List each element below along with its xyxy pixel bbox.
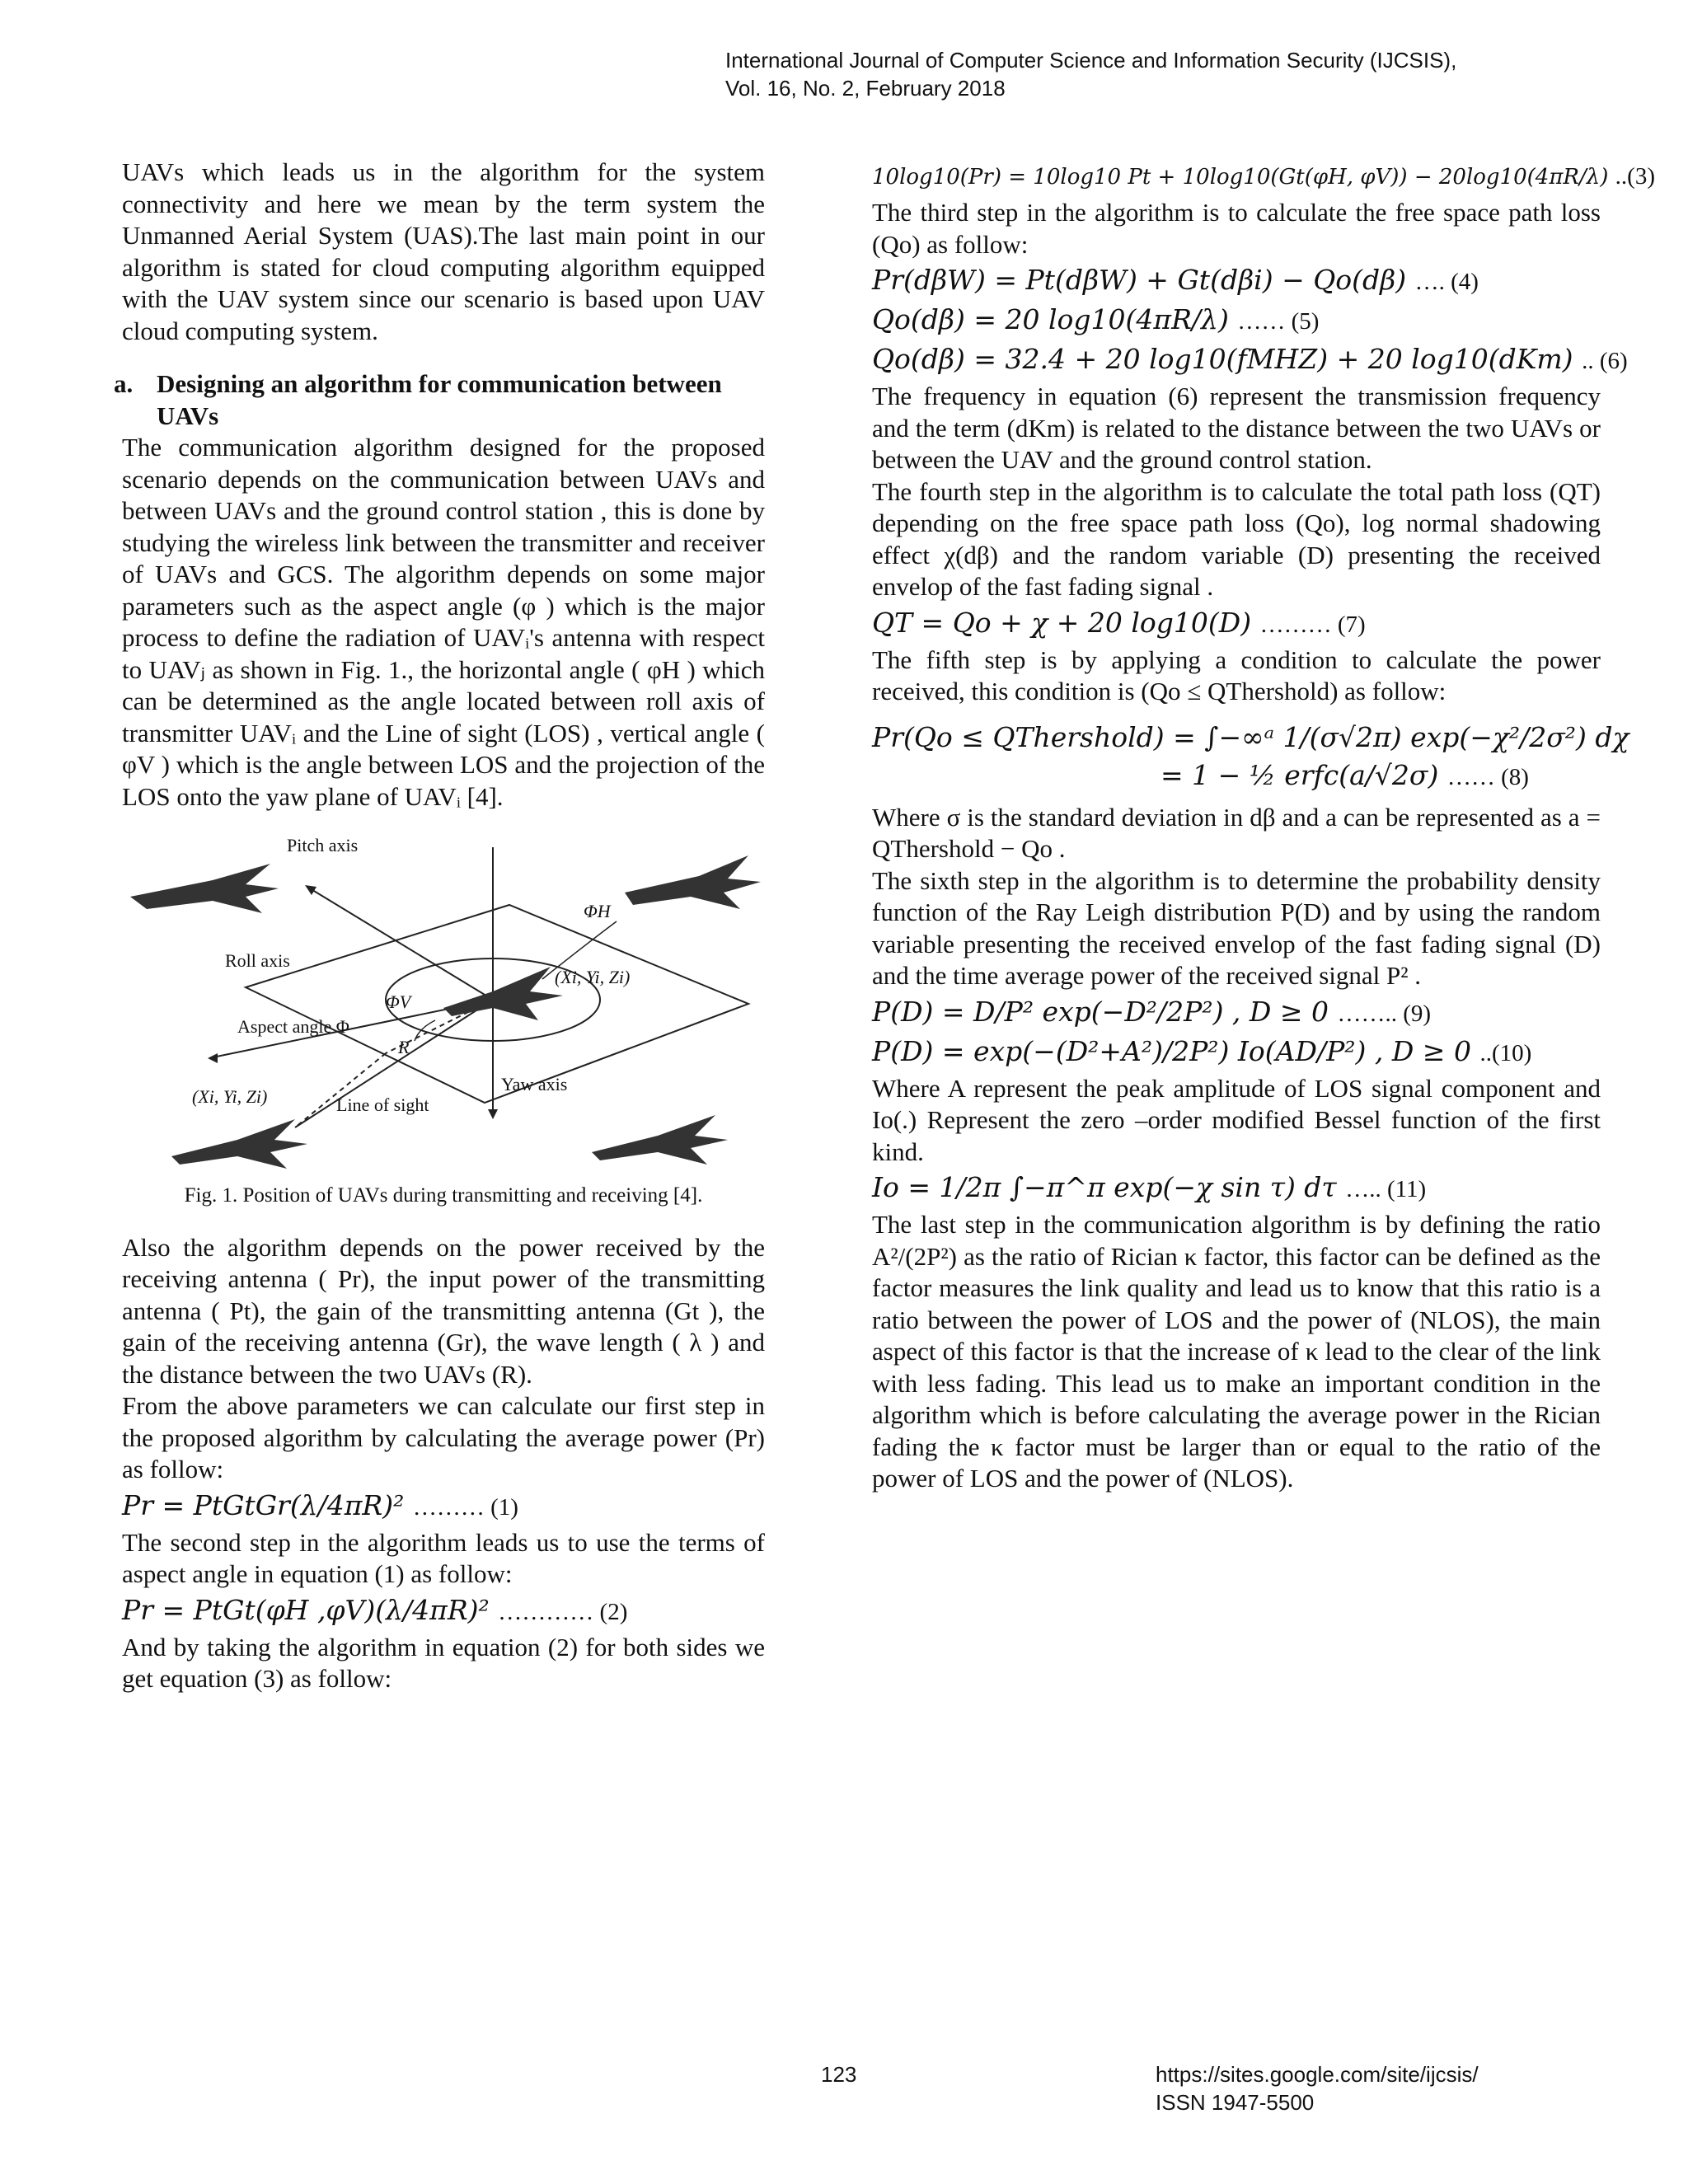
section-heading	[114, 368, 765, 432]
equation-7-body: QT = Qo + χ + 20 log10(D)	[872, 606, 1252, 639]
equation-8-number: …… (8)	[1447, 763, 1529, 790]
equation-9-number: …….. (9)	[1337, 1000, 1432, 1027]
equation-6-body: Qo(dβ) = 32.4 + 20 log10(fMHZ) + 20 log10(dKm)	[872, 343, 1573, 375]
header-line1: International Journal of Computer Science and Information Security (IJCSIS),	[725, 48, 1457, 73]
uav-top-left-icon	[130, 864, 279, 913]
right-paragraph-3: The fourth step in the algorithm is to calculate the total path loss (QT) depending on the free space path loss (Qo), log normal shadowing effect χ(dβ) and the random variable (D) presenting the received envelop of the fast fading signal .	[872, 476, 1601, 601]
uav-bottom-right-icon	[592, 1115, 728, 1165]
right-paragraph-4: The fifth step is by applying a condition to calculate the power received, this condition is (Qo ≤ QThershold) as follow:	[872, 644, 1601, 705]
equation-1-body: Pr = PtGtGr(λ/4πR)²	[122, 1488, 405, 1521]
equation-5-body: Qo(dβ) = 20 log10(4πR/λ)	[872, 303, 1229, 335]
right-paragraph-5: Where σ is the standard deviation in dβ and a can be represented as a = QThershold − Qo .	[872, 802, 1601, 863]
page-number: 123	[821, 2062, 857, 2087]
label-aspect-angle: Aspect angle Φ	[237, 1016, 349, 1037]
equation-6	[872, 341, 1628, 379]
left-paragraph-4: From the above parameters we can calculate our first step in the proposed algorithm by calculating the average power (Pr) as follow:	[122, 1391, 765, 1483]
equation-8b	[872, 757, 1601, 795]
equation-11-body: Io = 1/2π ∫−π^π exp(−χ sin τ) dτ	[872, 1171, 1337, 1203]
left-paragraph-1: UAVs which leads us in the algorithm for the system connectivity and here we mean by the term system the Unmanned Aerial System (UAS).The last main point in our algorithm is stated for cloud computing algorithm equipped with the UAV system since our scenario is based upon UAV cloud computing system.	[122, 157, 765, 345]
equation-9	[872, 994, 1601, 1032]
footer-links	[1156, 2060, 1479, 2116]
left-paragraph-6: And by taking the algorithm in equation (2) for both sides we get equation (3) as follow:	[122, 1632, 765, 1693]
equation-6-number: .. (6)	[1582, 348, 1628, 374]
section-title: Designing an algorithm for communication between UAVs	[157, 369, 722, 430]
equation-5-number: …… (5)	[1237, 308, 1320, 335]
journal-header	[725, 46, 1456, 102]
label-r: R	[398, 1037, 410, 1057]
equation-7-number: ……… (7)	[1259, 611, 1366, 638]
left-paragraph-3: Also the algorithm depends on the power received by the receiving antenna ( Pr), the input power of the transmitting antenna ( Pt), the gain of the transmitting antenna (Gt ), the gain of the receiving antenna (Gr), the wave length ( λ ) and the distance between the two UAVs (R).	[122, 1232, 765, 1389]
uav-position-diagram	[122, 831, 765, 1177]
equation-11-number: ….. (11)	[1345, 1176, 1427, 1202]
equation-4	[872, 262, 1601, 300]
label-line-of-sight: Line of sight	[336, 1094, 429, 1115]
equation-3	[872, 158, 1655, 195]
label-roll-axis: Roll axis	[225, 950, 290, 971]
uav-center-icon	[443, 967, 563, 1020]
right-paragraph-2: The frequency in equation (6) represent the transmission frequency and the term (dKm) is related to the distance between the two UAVs or between the UAV and the ground control station.	[872, 382, 1601, 474]
equation-5	[872, 302, 1601, 340]
left-column	[114, 157, 765, 1695]
right-paragraph-6: The sixth step in the algorithm is to determine the probability density function of the Ray Leigh distribution P(D) and by using the random variable presenting the received envelop of the fast fading signal (D) and the time average power of the received signal P² .	[872, 865, 1601, 990]
equation-10	[872, 1033, 1601, 1071]
label-coords-center: (Xi, Yi, Zi)	[555, 967, 631, 987]
right-paragraph-7: Where A represent the peak amplitude of LOS signal component and Io(.) Represent the zero –order modified Bessel function of the first kind.	[872, 1073, 1601, 1166]
label-phi-h: ΦH	[584, 901, 611, 921]
equation-3-body: 10log10(Pr) = 10log10 Pt + 10log10(Gt(φH, φV)) − 20log10(4πR/λ)	[872, 165, 1609, 190]
label-yaw-axis: Yaw axis	[501, 1074, 568, 1094]
left-paragraph-2: The communication algorithm designed for the proposed scenario depends on the communication between UAVs and between UAVs and the ground control station , this is done by studying the wireless link between the transmitter and receiver of UAVs and GCS. The algorithm depends on some major parameters such as the aspect angle (φ ) which is the major process to define the radiation of UAVᵢ's antenna with respect to UAVⱼ as shown in Fig. 1., the horizontal angle ( φH ) which can be determined as the angle located between roll axis of transmitter UAVᵢ and the Line of sight (LOS) , vertical angle ( φV ) which is the angle between LOS and the projection of the LOS onto the yaw plane of UAVᵢ [4].	[122, 433, 765, 811]
equation-1-number: ……… (1)	[412, 1493, 518, 1521]
equation-8a-body: Pr(Qo ≤ QThershold) = ∫−∞ᵃ 1/(σ√2π) exp(−χ²/2σ²) dχ	[872, 720, 1629, 753]
equation-8a	[872, 719, 1629, 756]
equation-1	[122, 1488, 765, 1526]
equation-4-body: Pr(dβW) = Pt(dβW) + Gt(dβi) − Qo(dβ)	[872, 264, 1407, 296]
uav-top-right-icon	[625, 855, 761, 909]
section-number: a.	[114, 369, 134, 398]
equation-9-body: P(D) = D/P² exp(−D²/2P²) , D ≥ 0	[872, 995, 1329, 1028]
figure-1	[122, 831, 765, 1212]
equation-3-number: ..(3)	[1615, 163, 1655, 190]
equation-10-number: ..(10)	[1479, 1039, 1532, 1066]
equation-2-body: Pr = PtGt(φH ,φV)(λ/4πR)²	[122, 1593, 490, 1626]
right-column	[872, 157, 1655, 1495]
equation-4-number: …. (4)	[1414, 269, 1479, 295]
header-line2: Vol. 16, No. 2, February 2018	[725, 76, 1006, 101]
figure-caption: Fig. 1. Position of UAVs during transmitting and receiving [4].	[184, 1184, 703, 1207]
right-paragraph-1: The third step in the algorithm is to calculate the free space path loss (Qo) as follow:	[872, 198, 1601, 259]
right-paragraph-8: The last step in the communication algorithm is by defining the ratio A²/(2P²) as the ratio of Rician κ factor, this factor can be defined as the factor measures the link quality and lead us to know that this ratio is a ratio between the power of LOS and the power of (NLOS), the main aspect of this factor is that the increase of κ lead to the clear of the link with less fading. This lead us to make an important condition in the algorithm which is before calculating the average power in the Rician fading the κ factor must be larger than or equal to the ratio of the power of LOS and the power of (NLOS).	[872, 1210, 1601, 1493]
equation-2	[122, 1592, 765, 1630]
footer-issn: ISSN 1947-5500	[1156, 2090, 1315, 2115]
label-phi-v: ΦV	[386, 991, 411, 1012]
equation-10-body: P(D) = exp(−(D²+A²)/2P²) Io(AD/P²) , D ≥ 0	[872, 1034, 1471, 1067]
equation-8b-body: = 1 − ½ erfc(a/√2σ)	[1160, 758, 1439, 791]
equation-11	[872, 1169, 1601, 1207]
label-coords-left: (Xi, Yi, Zi)	[192, 1086, 268, 1107]
uav-bottom-left-icon	[171, 1119, 307, 1169]
footer-url: https://sites.google.com/site/ijcsis/	[1156, 2062, 1479, 2087]
equation-7	[872, 605, 1601, 643]
equation-2-number: ………… (2)	[498, 1598, 628, 1625]
left-paragraph-5: The second step in the algorithm leads us to use the terms of aspect angle in equation (1) as follow:	[122, 1527, 765, 1588]
label-pitch-axis: Pitch axis	[287, 835, 359, 855]
